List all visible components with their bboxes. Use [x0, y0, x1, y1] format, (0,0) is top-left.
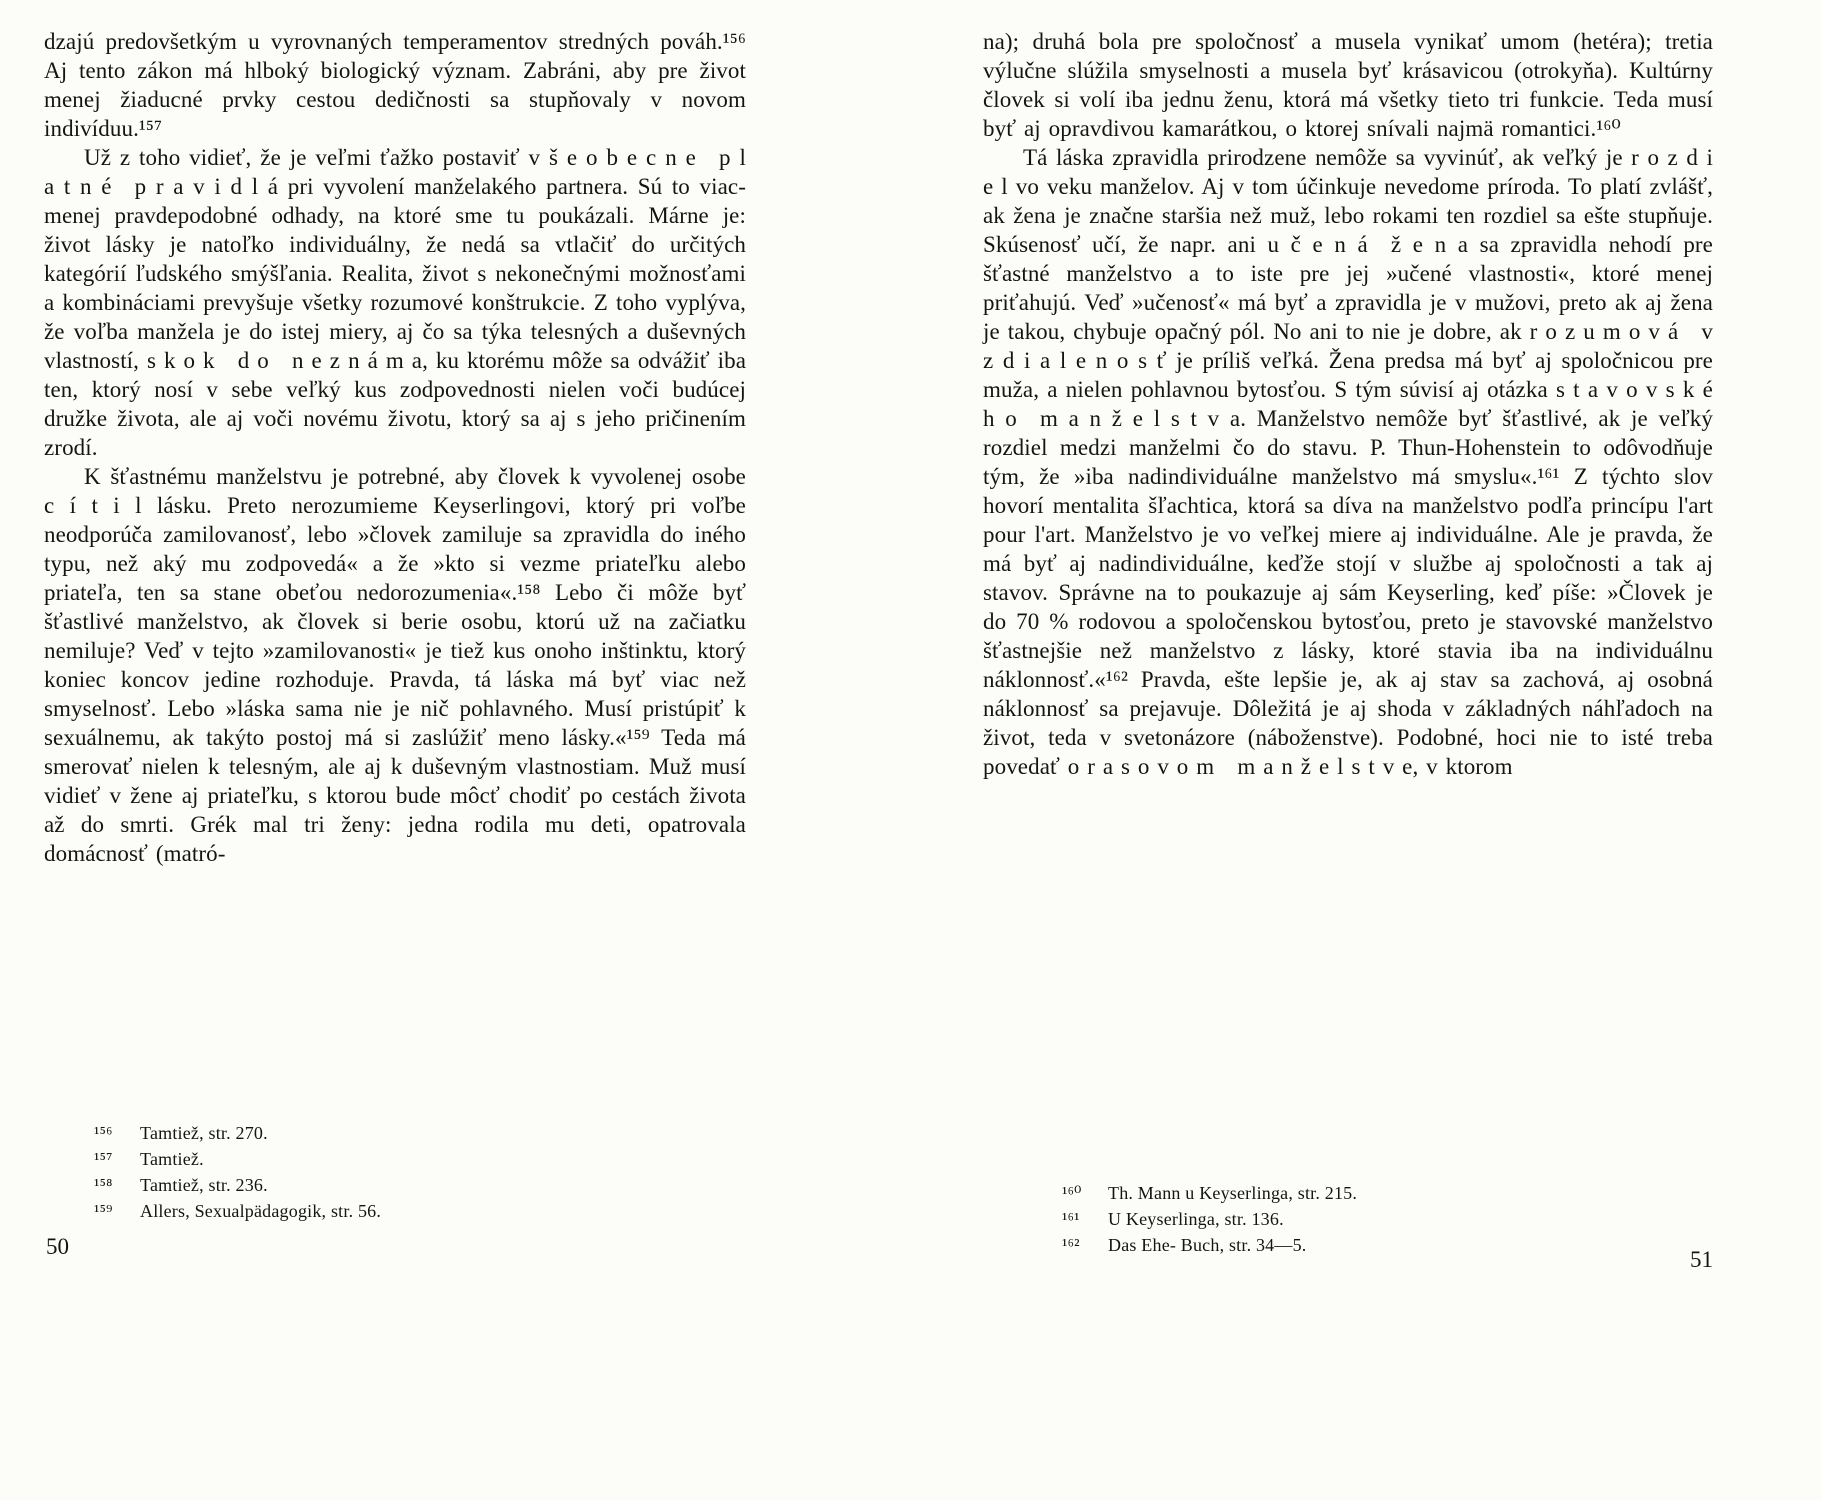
footnote: [94, 1120, 381, 1146]
page-right-body: [983, 27, 1713, 781]
footnote-text: Th. Mann u Keyserlinga, str. 215.: [1108, 1183, 1358, 1203]
footnote-text: Tamtiež, str. 236.: [140, 1175, 268, 1195]
footnote: [94, 1146, 381, 1172]
paragraph: K šťastnému manželstvu je potrebné, aby človek k vyvolenej osobe c í t i l lásku. Preto nerozumieme Keyserlingovi, ktorý pri voľbe neodporúča zamilovanosť, lebo »človek zamiluje sa zpravidla do iného typu, než aký mu zodpovedá« a že »kto si vezme priateľku alebo priateľa, ten sa stane obeťou nedorozumenia«.¹⁵⁸ Lebo či môže byť šťastlivé manželstvo, ak človek si berie osobu, ktorú už na začiatku nemiluje? Veď v tejto »zamilovanosti« je tiež kus onoho inštinktu, ktorý koniec koncov jedine rozhoduje. Pravda, tá láska má byť viac než smyselnosť. Lebo »láska sama nie je nič pohlavného. Musí pristúpiť k sexuálnemu, ak takýto postoj má si zaslúžiť meno lásky.«¹⁵⁹ Teda má smerovať nielen k telesným, ale aj k duševným vlastnostiam. Muž musí vidieť v žene aj priateľku, s ktorou bude môcť chodiť po cestách života až do smrti. Grék mal tri ženy: jedna rodila mu deti, opatrovala domácnosť (matró-: [44, 464, 746, 866]
page-number-left: 50: [46, 1234, 69, 1259]
paragraph: Tá láska zpravidla prirodzene nemôže sa vyvinúť, ak veľký je r o z d i e l vo veku manželov. Aj v tom účinkuje nevedome príroda. To platí zvlášť, ak žena je značne staršia než muž, lebo rokami ten rozdiel sa ešte stupňuje. Skúsenosť učí, že napr. ani u č e n á ž e n a sa zpravidla nehodí pre šťastné manželstvo a to iste pre jej »učené vlastnosti«, ktoré menej priťahujú. Veď »učenosť« má byť a zpravidla je v mužovi, preto ak aj žena je takou, chybuje opačný pól. No ani to nie je dobre, ak r o z u m o v á v z d i a l e n o s ť je príliš veľká. Žena predsa má byť aj spoločnicou pre muža, a nielen pohlavnou bytosťou. S tým súvisí aj otázka s t a v o v s k é h o m a n ž e l s t v a. Manželstvo nemôže byť šťastlivé, ak je veľký rozdiel medzi manželmi čo do stavu. P. Thun-Hohenstein to odôvodňuje tým, že »iba nadindividuálne manželstvo má smyslu«.¹⁶¹ Z týchto slov hovorí mentalita šľachtica, ktorá sa díva na manželstvo podľa princípu l'art pour l'art. Manželstvo je vo veľkej miere aj individuálne. Ale je pravda, že má byť aj nadindividuálne, keďže stojí v službe aj spoločnosti a tak aj stavov. Správne na to poukazuje aj sám Keyserling, keď píše: »Človek je do 70 % rodovou a spoločenskou bytosťou, preto je stavovské manželstvo šťastnejšie než manželstvo z lásky, ktoré stavia iba na individuálnu náklonnosť.«¹⁶² Pravda, ešte lepšie je, ak aj stav sa zachová, aj osobná náklonnosť sa prejavuje. Dôležitá je aj shoda v základných náhľadoch na život, teda v svetonázore (náboženstve). Podobné, hoci nie to isté treba povedať o r a s o v o m m a n ž e l s t v e, v ktorom: [983, 145, 1713, 779]
paragraph: Už z toho vidieť, že je veľmi ťažko postaviť v š e o b e c n e p l a t n é p r a v i d l á pri vyvolení manželakého partnera. Sú to viac-menej pravdepodobné odhady, na ktoré sme tu poukázali. Márne je: život lásky je natoľko individuálny, že nedá sa vtlačiť do určitých kategórií ľudského smýšľania. Realita, život s nekonečnými možnosťami a kombináciami prevyšuje všetky rozumové konštrukcie. Z toho vyplýva, že voľba manžela je do istej miery, aj čo sa týka telesných a duševných vlastností, s k o k d o n e z n á m a, ku ktorému môže sa odvážiť iba ten, ktorý nosí v sebe veľký kus zodpovednosti nielen voči budúcej družke života, ale aj voči novému životu, ktorý sa aj s jeho pričinením zrodí.: [44, 145, 746, 460]
footnote-marker: ¹⁶⁰: [1062, 1183, 1082, 1203]
footnote-marker: ¹⁶²: [1062, 1235, 1080, 1255]
paragraph: dzajú predovšetkým u vyrovnaných temperamentov stredných pováh.¹⁵⁶ Aj tento zákon má hlboký biologický význam. Zabráni, aby pre život menej žiaducné prvky cestou dedičnosti sa stupňovaly v novom indivíduu.¹⁵⁷: [44, 29, 746, 141]
footnote: [94, 1172, 381, 1198]
footnote: [1062, 1180, 1357, 1206]
footnote-text: U Keyserlinga, str. 136.: [1108, 1209, 1284, 1229]
footnote-text: Tamtiež.: [140, 1149, 204, 1169]
page-left-body: [44, 27, 746, 868]
paragraph: na); druhá bola pre spoločnosť a musela vynikať umom (hetéra); tretia výlučne slúžila smyselnosti a musela byť krásavicou (otrokyňa). Kultúrny človek si volí iba jednu ženu, ktorá má všetky tieto tri funkcie. Teda musí byť aj opravdivou kamarátkou, o ktorej snívali najmä romantici.¹⁶⁰: [983, 29, 1713, 141]
page-number-right: 51: [1690, 1247, 1713, 1272]
footnote-text: Allers, Sexualpädagogik, str. 56.: [140, 1201, 382, 1221]
footnote-marker: ¹⁶¹: [1062, 1209, 1080, 1229]
footnote-marker: ¹⁵⁷: [94, 1149, 113, 1169]
footnote-marker: ¹⁵⁸: [94, 1175, 113, 1195]
footnote-marker: ¹⁵⁶: [94, 1123, 113, 1143]
footnote: [1062, 1206, 1357, 1232]
footnote-marker: ¹⁵⁹: [94, 1201, 113, 1221]
footnote-text: Das Ehe- Buch, str. 34—5.: [1108, 1235, 1307, 1255]
footnote-text: Tamtiež, str. 270.: [140, 1123, 268, 1143]
footnote: [94, 1198, 381, 1224]
footnotes-left: [94, 1120, 381, 1224]
